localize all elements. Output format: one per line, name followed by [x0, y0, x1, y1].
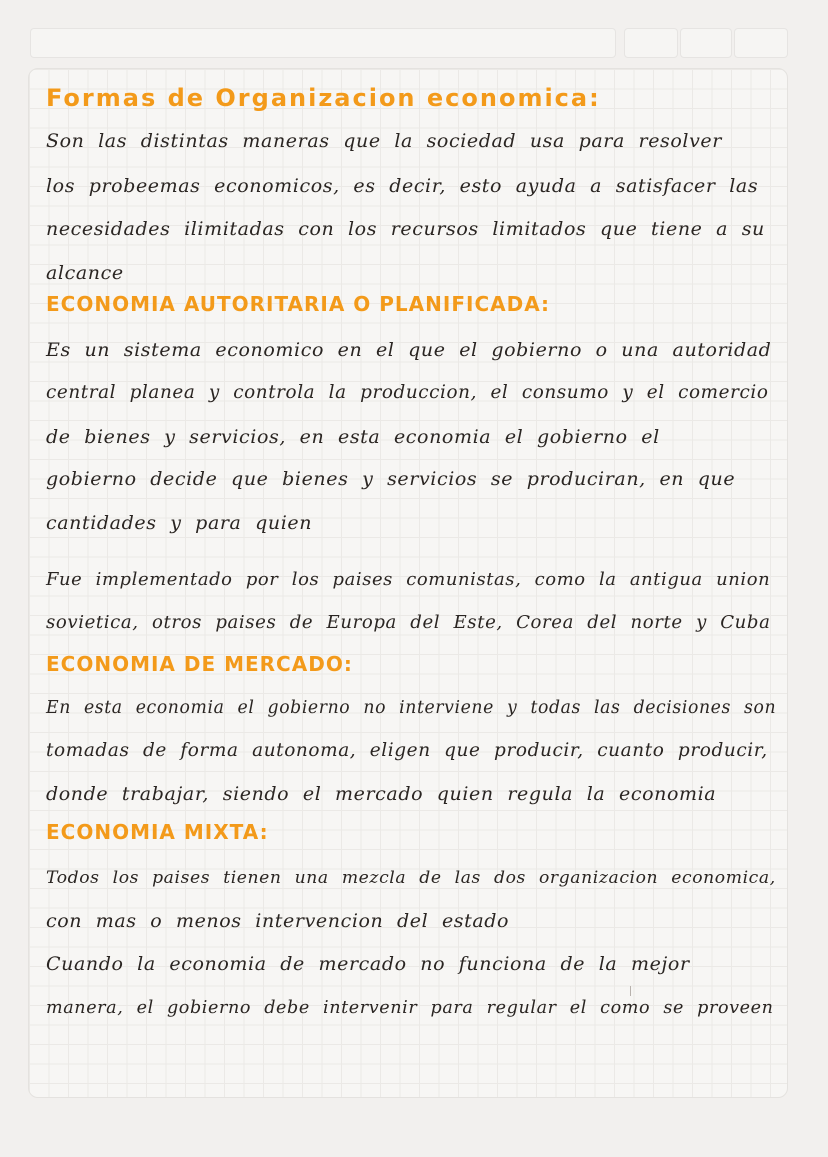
section-heading-mercado: ECONOMIA DE MERCADO:: [46, 652, 353, 676]
intro-line: Son las distintas maneras que la sociedad usa para resolver: [46, 130, 722, 152]
section-line: Fue implementado por los paises comunistas, como la antigua union: [46, 569, 771, 590]
section-line: Todos los paises tienen una mezcla de las dos organizacion economica,: [46, 868, 776, 888]
pencil-mark: [630, 986, 631, 996]
section-line: Cuando la economia de mercado no funciona de la mejor: [46, 953, 690, 975]
section-line: donde trabajar, siendo el mercado quien regula la economia: [46, 783, 717, 805]
top-bar-box-3: [734, 28, 788, 58]
section-heading-mixta: ECONOMIA MIXTA:: [46, 820, 269, 844]
section-line: sovietica, otros paises de Europa del Este, Corea del norte y Cuba: [46, 612, 771, 633]
section-line: cantidades y para quien: [46, 512, 313, 534]
section-line: Es un sistema economico en el que el gobierno o una autoridad: [46, 339, 772, 361]
top-bar-field: [30, 28, 616, 58]
intro-line: necesidades ilimitadas con los recursos limitados que tiene a su: [46, 218, 765, 240]
section-heading-autoritaria: ECONOMIA AUTORITARIA O PLANIFICADA:: [46, 292, 551, 316]
section-line: En esta economia el gobierno no interviene y todas las decisiones son: [46, 698, 777, 718]
intro-line: los probeemas economicos, es decir, esto ayuda a satisfacer las: [46, 175, 759, 197]
section-line: gobierno decide que bienes y servicios se produciran, en que: [46, 468, 736, 490]
page-title: Formas de Organizacion economica:: [46, 84, 601, 112]
section-line: manera, el gobierno debe intervenir para regular el como se proveen: [46, 998, 774, 1018]
section-line: de bienes y servicios, en esta economia el gobierno el: [46, 426, 660, 448]
section-line: con mas o menos intervencion del estado: [46, 910, 510, 932]
top-bar-box-2: [680, 28, 732, 58]
section-line: central planea y controla la produccion, el consumo y el comercio: [46, 382, 769, 403]
section-line: tomadas de forma autonoma, eligen que producir, cuanto producir,: [46, 740, 768, 761]
top-bar-box-1: [624, 28, 678, 58]
intro-line: alcance: [46, 262, 124, 284]
